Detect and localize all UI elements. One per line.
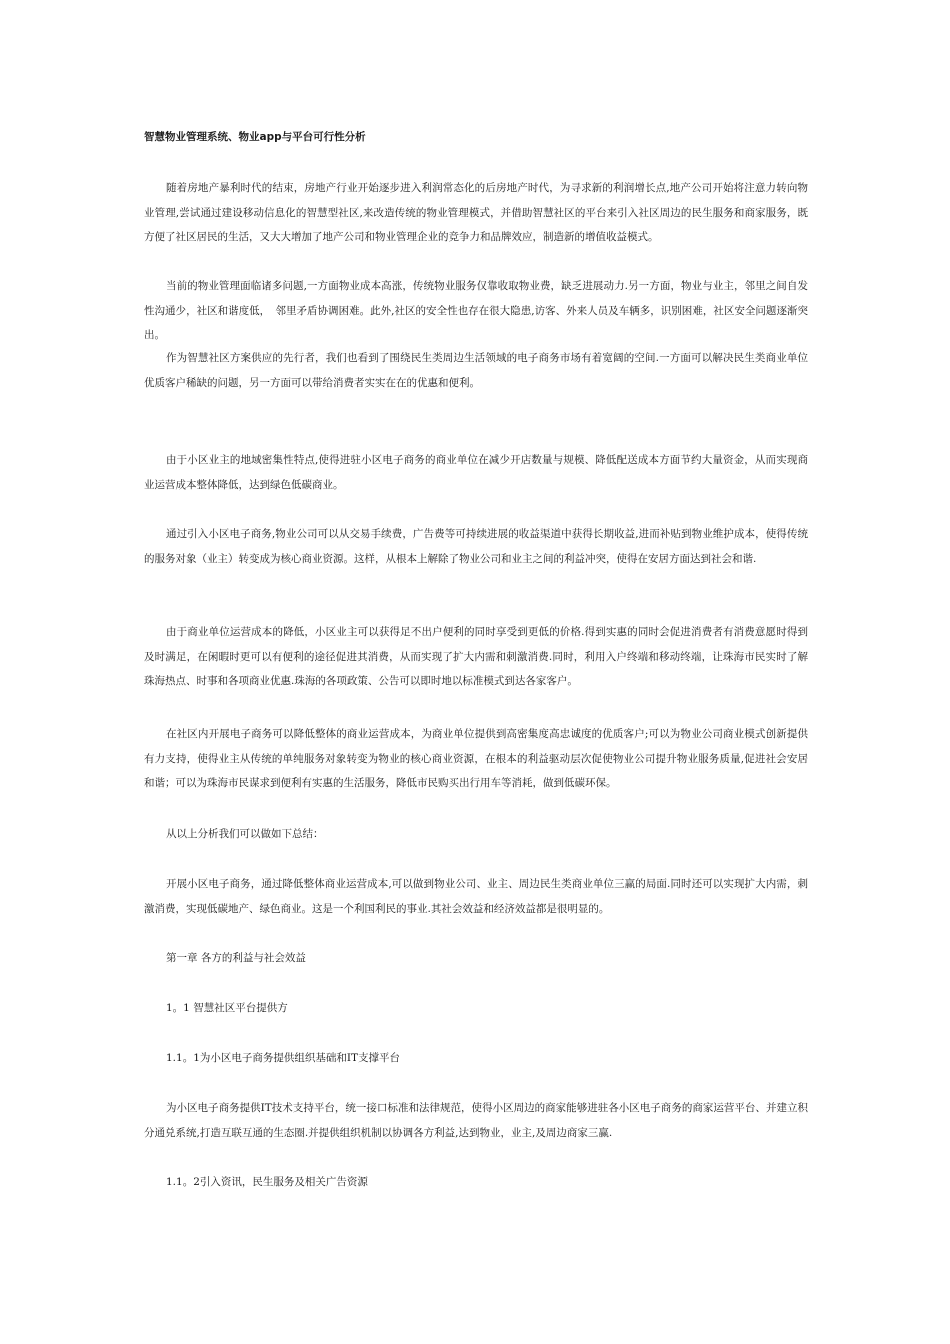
paragraph-8: 从以上分析我们可以做如下总结： [166,828,324,840]
section-heading-1-1: 1。1 智慧社区平台提供方 [166,1002,288,1014]
paragraph-2: 当前的物业管理面临诸多问题,一方面物业成本高涨，传统物业服务仅靠收取物业费，缺乏进展动力.另一方面，物业与业主，邻里之间自发性沟通少，社区和谐度低， 邻里矛盾协调困难。此外,社区的安全性也存在很大隐患,访客、外来人员及车辆多，识别困难，社区安全问题逐渐突出。 [144,280,808,341]
paragraph-1: 随着房地产暴利时代的结束，房地产行业开始逐步进入利润常态化的后房地产时代，为寻求新的利润增长点,地产公司开始将注意力转向物业管理,尝试通过建设移动信息化的智慧型社区,来改造传统的物业管理模式，并借助智慧社区的平台来引入社区周边的民生服务和商家服务，既方便了社区居民的生活，又大大增加了地产公司和物业管理企业的竞争力和品牌效应，制造新的增值收益模式。 [144,182,808,243]
paragraph-5: 通过引入小区电子商务,物业公司可以从交易手续费，广告费等可持续进展的收益渠道中获得长期收益,进而补贴到物业维护成本，使得传统的服务对象（业主）转变成为核心商业资源。这样，从根本上解除了物业公司和业主之间的利益冲突，使得在安居方面达到社会和谐. [144,528,808,565]
paragraph-4: 由于小区业主的地域密集性特点,使得进驻小区电子商务的商业单位在减少开店数量与规模、降低配送成本方面节约大量资金，从而实现商业运营成本整体降低，达到绿色低碳商业。 [144,454,808,491]
paragraph-10: 为小区电子商务提供IT技术支持平台，统一接口标准和法律规范，使得小区周边的商家能够进驻各小区电子商务的商家运营平台、并建立积分通兑系统,打造互联互通的生态圈.并提供组织机制以协调各方利益,达到物业，业主,及周边商家三赢. [144,1102,808,1139]
document-title: 智慧物业管理系统、物业app与平台可行性分析 [144,131,366,143]
paragraph-7: 在社区内开展电子商务可以降低整体的商业运营成本，为商业单位提供到高密集度高忠诚度的优质客户;可以为物业公司商业模式创新提供有力支持，使得业主从传统的单纯服务对象转变为物业的核心商业资源，在根本的利益驱动层次促使物业公司提升物业服务质量,促进社会安居和谐；可以为珠海市民谋求到便利有实惠的生活服务，降低市民购买出行用车等消耗，做到低碳环保。 [144,728,808,789]
paragraph-6: 由于商业单位运营成本的降低，小区业主可以获得足不出户便利的同时享受到更低的价格.得到实惠的同时会促进消费者有消费意愿时得到及时满足，在闲暇时更可以有便利的途径促进其消费，从而实现了扩大内需和刺激消费.同时，利用入户终端和移动终端，让珠海市民实时了解珠海热点、时事和各项商业优惠.珠海的各项政策、公告可以即时地以标准模式到达各家客户。 [144,626,808,687]
paragraph-9: 开展小区电子商务，通过降低整体商业运营成本,可以做到物业公司、业主、周边民生类商业单位三赢的局面.同时还可以实现扩大内需，刺激消费，实现低碳地产、绿色商业。这是一个利国利民的事业.其社会效益和经济效益都是很明显的。 [144,878,808,915]
paragraph-3: 作为智慧社区方案供应的先行者，我们也看到了围绕民生类周边生活领域的电子商务市场有着宽阔的空间.一方面可以解决民生类商业单位优质客户稀缺的问题，另一方面可以带给消费者实实在在的优惠和便利。 [144,352,808,389]
subsection-heading-1-1-2: 1.1。2引入资讯，民生服务及相关广告资源 [166,1176,368,1188]
subsection-heading-1-1-1: 1.1。1为小区电子商务提供组织基础和IT支撑平台 [166,1052,401,1064]
chapter-heading: 第一章 各方的利益与社会效益 [166,952,306,964]
